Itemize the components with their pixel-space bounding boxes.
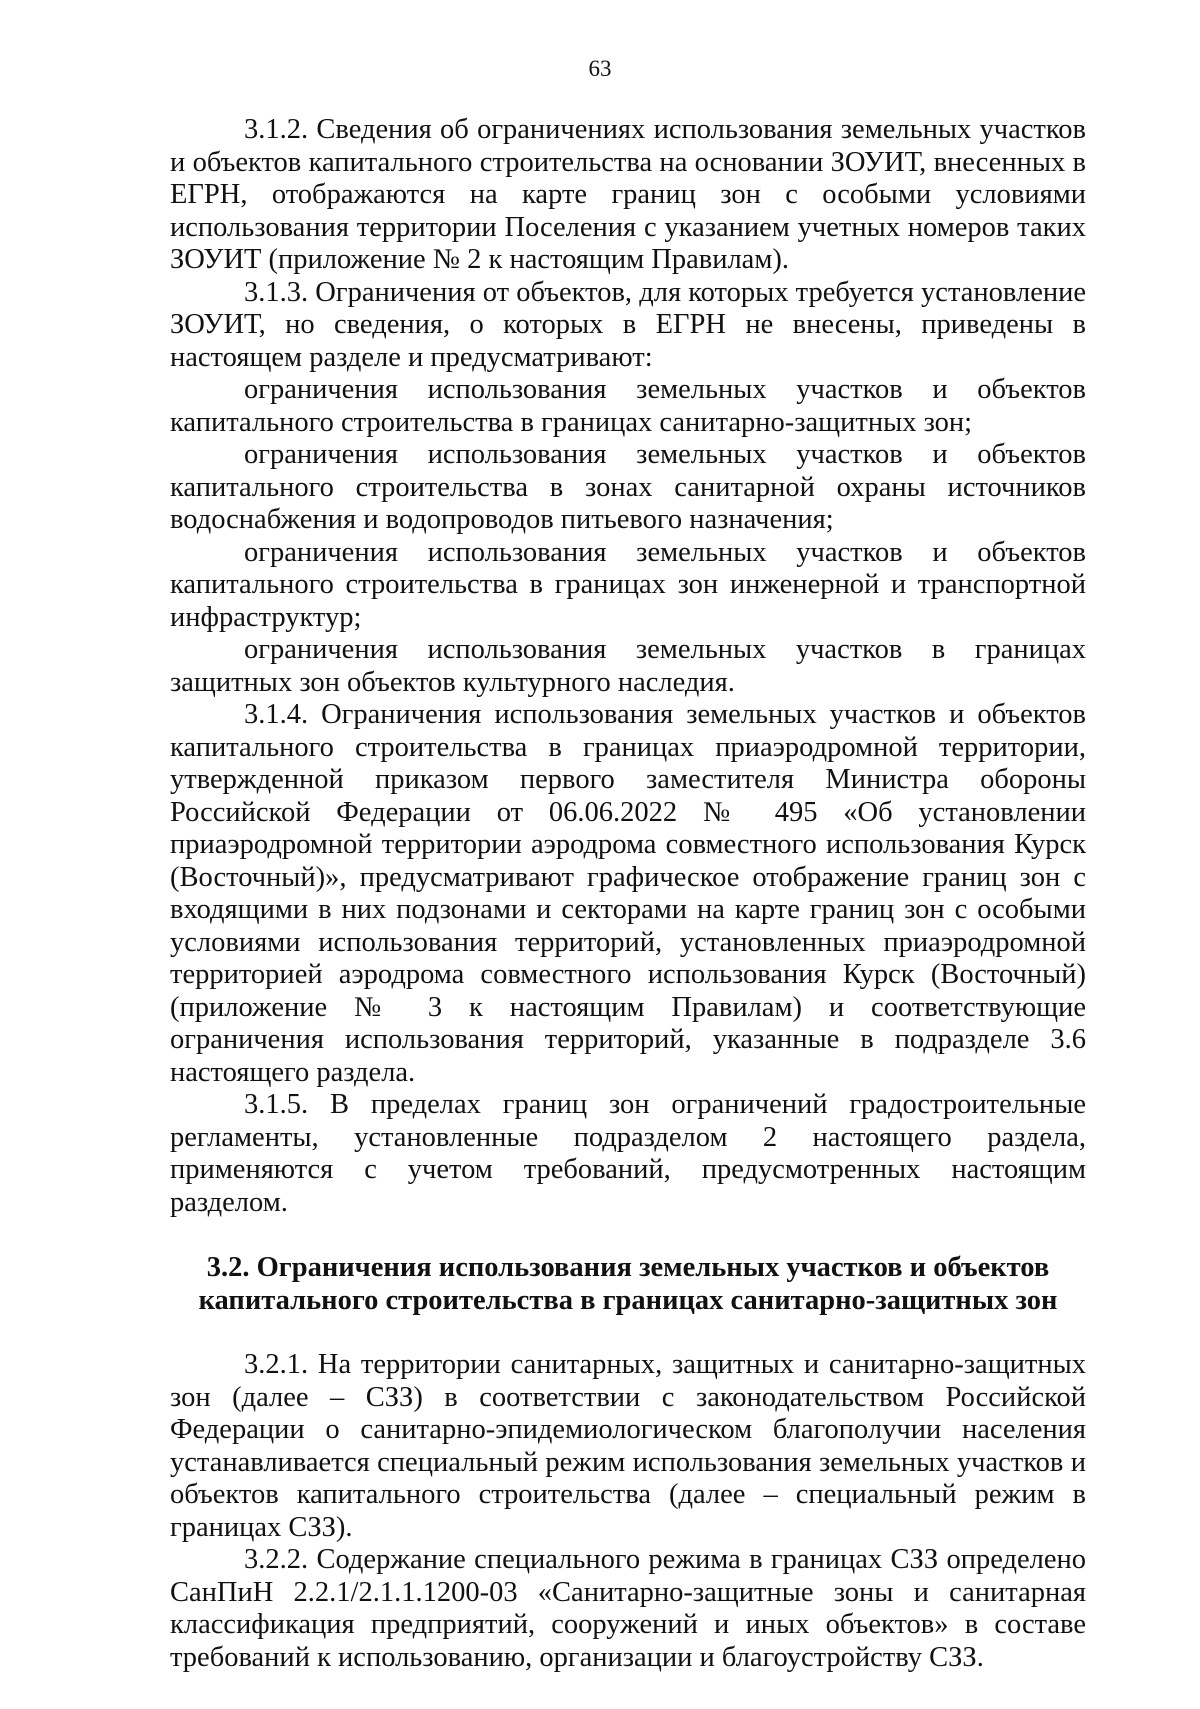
- paragraph-3-2-2: 3.2.2. Содержание специального режима в границах СЗЗ определено СанПиН 2.2.1/2.1.1.1200-03 «Санитарно-защитные зоны и санитарная классификация предприятий, сооружений и иных объектов» в составе требований к использованию, организации и благоустройству СЗЗ.: [170, 1544, 1086, 1673]
- list-item-cultural-heritage-zones: ограничения использования земельных участков в границах защитных зон объектов культурного наследия.: [170, 634, 1086, 698]
- paragraph-3-1-2: 3.1.2. Сведения об ограничениях использования земельных участков и объектов капитального строительства на основании ЗОУИТ, внесенных в ЕГРН, отображаются на карте границ зон с особыми условиями использования территории Поселения с указанием учетных номеров таких ЗОУИТ (приложение № 2 к настоящим Правилам).: [170, 114, 1086, 275]
- paragraph-3-1-5: 3.1.5. В пределах границ зон ограничений градостроительные регламенты, установленные подразделом 2 настоящего раздела, применяются с учетом требований, предусмотренных настоящим разделом.: [170, 1089, 1086, 1218]
- paragraph-3-2-1: 3.2.1. На территории санитарных, защитных и санитарно-защитных зон (далее – СЗЗ) в соответствии с законодательством Российской Федерации о санитарно-эпидемиологическом благополучии населения устанавливается специальный режим использования земельных участков и объектов капитального строительства (далее – специальный режим в границах СЗЗ).: [170, 1349, 1086, 1543]
- document-body: [170, 114, 1086, 1674]
- list-item-water-supply-protection: ограничения использования земельных участков и объектов капитального строительства в зонах санитарной охраны источников водоснабжения и водопроводов питьевого назначения;: [170, 439, 1086, 535]
- paragraph-3-1-4: 3.1.4. Ограничения использования земельных участков и объектов капитального строительства в границах приаэродромной территории, утвержденной приказом первого заместителя Министра обороны Российской Федерации от 06.06.2022 № 495 «Об установлении приаэродромной территории аэродрома совместного использования Курск (Восточный)», предусматривают графическое отображение границ зон с входящими в них подзонами и секторами на карте границ зон с особыми условиями использования территорий, установленных приаэродромной территорией аэродрома совместного использования Курск (Восточный) (приложение № 3 к настоящим Правилам) и соответствующие ограничения использования территорий, указанные в подразделе 3.6 настоящего раздела.: [170, 699, 1086, 1088]
- page-number: 63: [588, 56, 612, 81]
- section-heading-3-2: 3.2. Ограничения использования земельных участков и объектов капитального строительства в границах санитарно-защитных зон: [198, 1252, 1058, 1316]
- paragraph-3-1-3: 3.1.3. Ограничения от объектов, для которых требуется установление ЗОУИТ, но сведения, о которых в ЕГРН не внесены, приведены в настоящем разделе и предусматривают:: [170, 276, 1086, 373]
- list-item-sanitary-protection-zones: ограничения использования земельных участков и объектов капитального строительства в границах санитарно-защитных зон;: [170, 374, 1086, 438]
- list-item-infrastructure-zones: ограничения использования земельных участков и объектов капитального строительства в границах зон инженерной и транспортной инфраструктур;: [170, 536, 1086, 633]
